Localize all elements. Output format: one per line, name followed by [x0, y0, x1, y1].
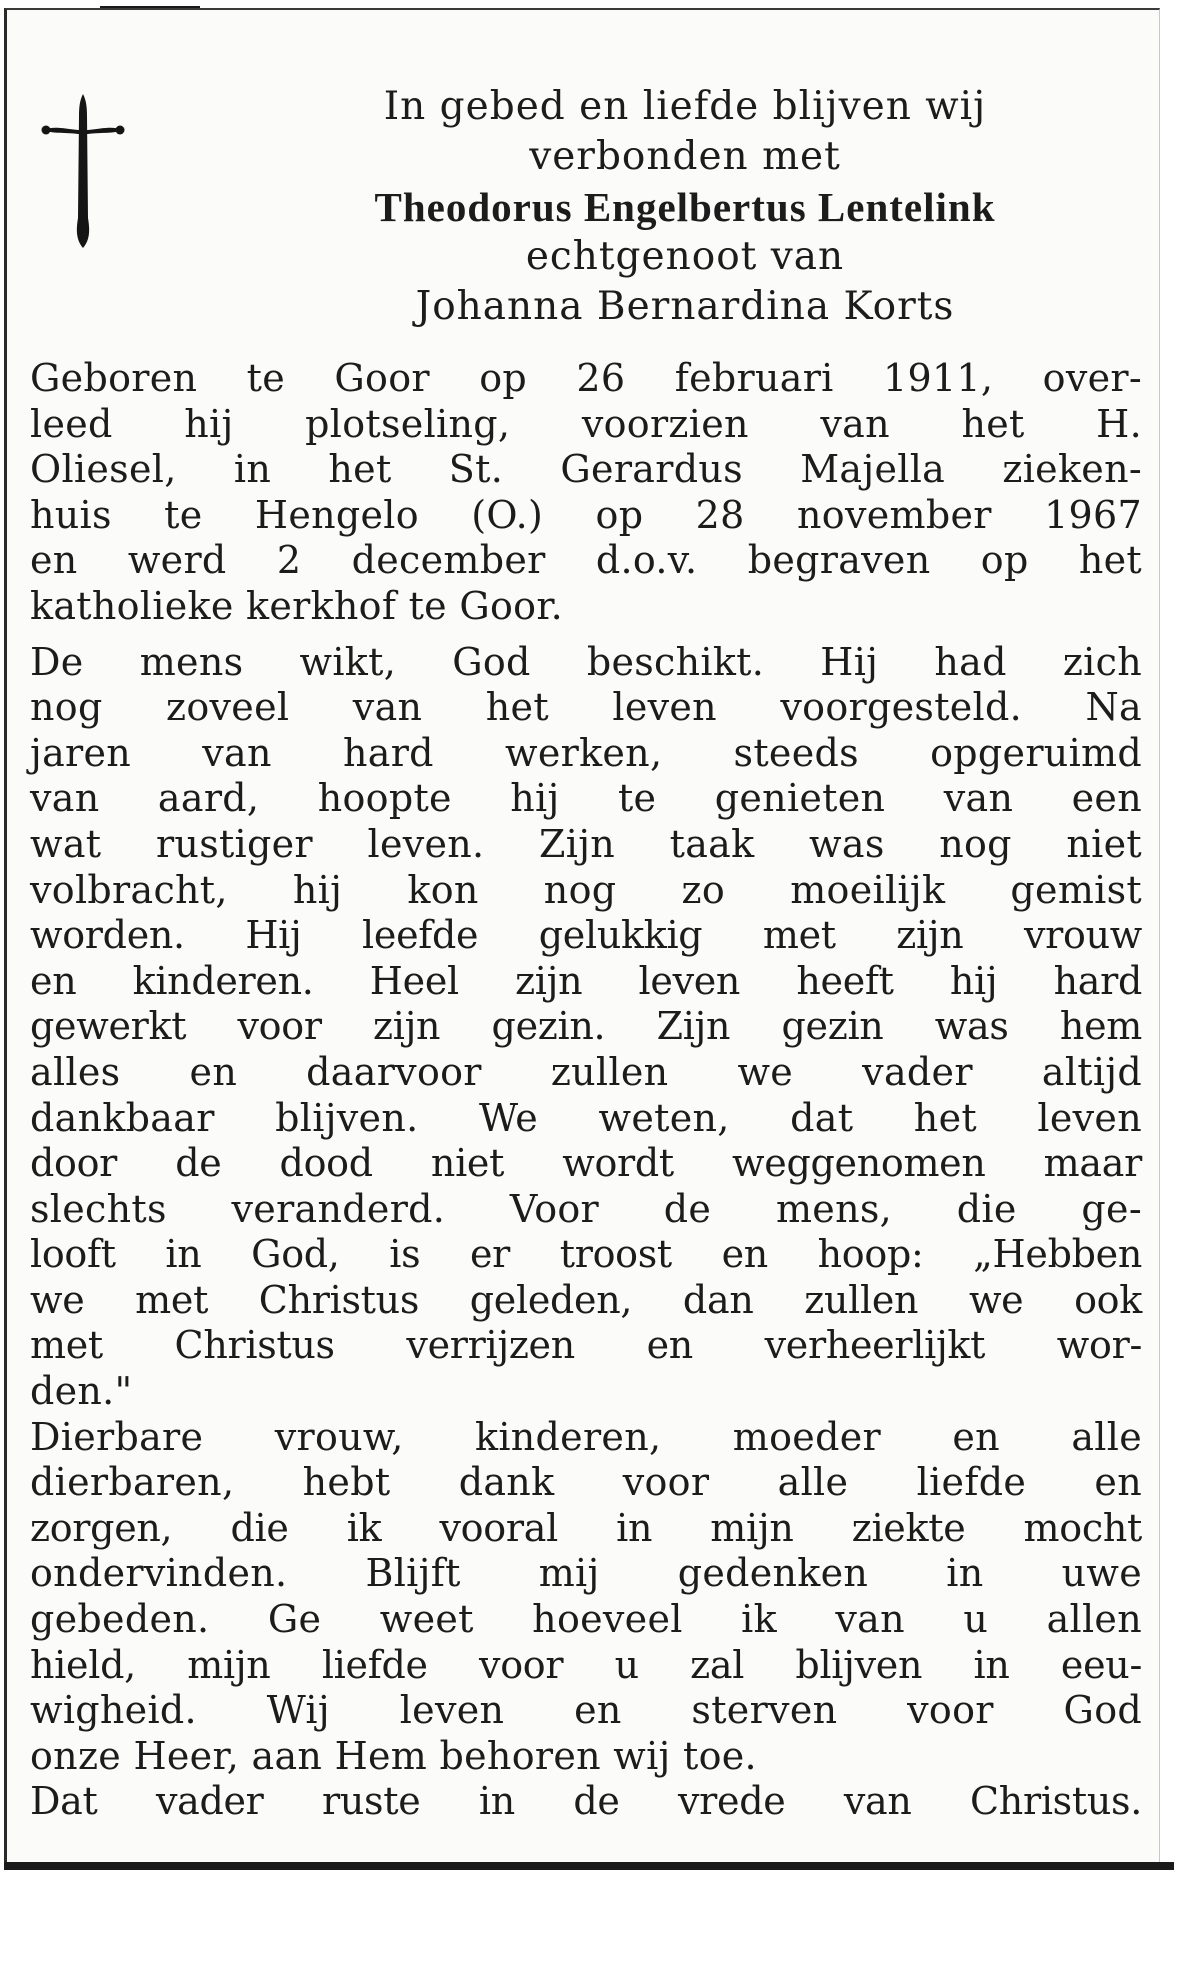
text-line: looft in God, is er troost en hoop: „Hebben: [30, 1232, 1142, 1277]
text-line: wat rustiger leven. Zijn taak was nog niet: [30, 821, 1142, 866]
text-line: zorgen, die ik vooral in mijn ziekte mocht: [30, 1505, 1142, 1550]
text-line: De mens wikt, God beschikt. Hij had zich: [30, 639, 1142, 684]
text-line: ondervinden. Blijft mij gedenken in uwe: [30, 1551, 1142, 1596]
text-line: gewerkt voor zijn gezin. Zijn gezin was hem: [30, 1004, 1142, 1049]
text-line: gebeden. Ge weet hoeveel ik van u allen: [30, 1597, 1142, 1642]
text-line: leed hij plotseling, voorzien van het H.: [30, 401, 1142, 446]
cross-icon: [38, 92, 128, 252]
text-line: alles en daarvoor zullen we vader altijd: [30, 1049, 1142, 1094]
heading-line-4: echtgenoot van: [525, 234, 845, 279]
text-line: dankbaar blijven. We weten, dat het leven: [30, 1095, 1142, 1140]
text-line: en kinderen. Heel zijn leven heeft hij hard: [30, 958, 1142, 1003]
text-line: we met Christus geleden, dan zullen we ook: [30, 1277, 1142, 1322]
text-line: den.": [30, 1369, 133, 1414]
reflection-paragraph: [30, 640, 1142, 1825]
deceased-name: Theodorus Engelbertus Lentelink: [374, 184, 996, 230]
text-line: hield, mijn liefde voor u zal blijven in eeu-: [30, 1642, 1142, 1687]
heading-line-2: verbonden met: [529, 134, 841, 179]
text-line: van aard, hoopte hij te genieten van een: [30, 776, 1142, 821]
text-line: slechts veranderd. Voor de mens, die ge-: [30, 1186, 1142, 1231]
bottom-border-rule: [4, 1862, 1174, 1870]
text-line: volbracht, hij kon nog zo moeilijk gemist: [30, 867, 1142, 912]
text-line: wigheid. Wij leven en sterven voor God: [30, 1688, 1142, 1733]
closing-line: Dat vader ruste in de vrede van Christus.: [30, 1779, 1142, 1824]
text-line: nog zoveel van het leven voorgesteld. Na: [30, 685, 1142, 730]
text-line: huis te Hengelo (O.) op 28 november 1967: [30, 492, 1142, 537]
text-line: worden. Hij leefde gelukkig met zijn vrouw: [30, 913, 1142, 958]
text-line: Oliesel, in het St. Gerardus Majella zieken-: [30, 447, 1142, 492]
biography-paragraph: [30, 356, 1142, 630]
text-line: onze Heer, aan Hem behoren wij toe.: [30, 1733, 757, 1778]
text-line: dierbaren, hebt dank voor alle liefde en: [30, 1460, 1142, 1505]
text-line: en werd 2 december d.o.v. begraven op het: [30, 538, 1142, 583]
text-line: Dierbare vrouw, kinderen, moeder en alle: [30, 1414, 1142, 1459]
memorial-heading: [240, 82, 1130, 332]
text-line: door de dood niet wordt weggenomen maar: [30, 1141, 1142, 1186]
text-line: Geboren te Goor op 26 februari 1911, over-: [30, 356, 1142, 400]
heading-line-1: In gebed en liefde blijven wij: [383, 84, 987, 129]
text-line: jaren van hard werken, steeds opgeruimd: [30, 730, 1142, 775]
text-line: met Christus verrijzen en verheerlijkt wor-: [30, 1323, 1142, 1368]
memorial-body: [30, 356, 1142, 1825]
text-line: katholieke kerkhof te Goor.: [30, 583, 564, 628]
spouse-name: Johanna Bernardina Korts: [415, 284, 955, 329]
